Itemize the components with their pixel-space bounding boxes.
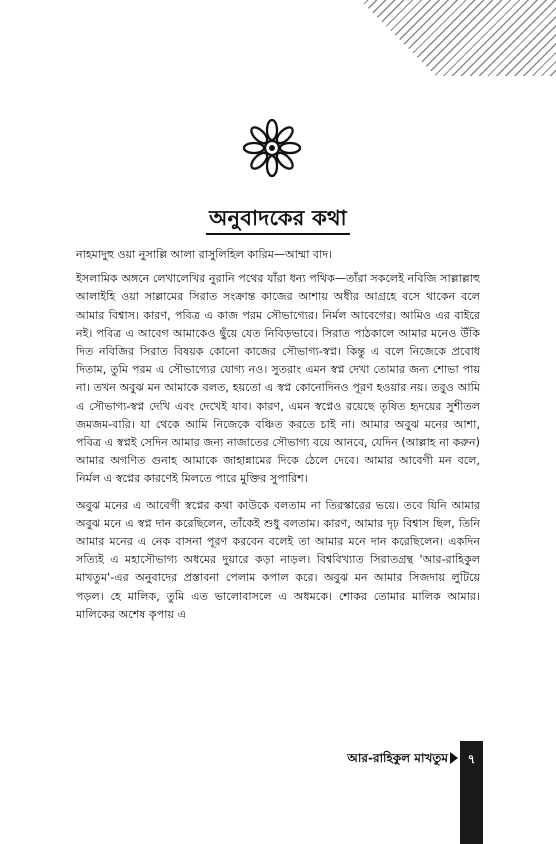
paragraph: অবুঝ মনের এ আবেগী স্বপ্নের কথা কাউকে বলতাম না তিরস্কারের ভয়ে। তবে যিনি আমার অবুঝ মনে এ স্বপ্ন দান করেছিলেন, তাঁকেই শুধু বলতাম। কারণ, আমার দৃঢ় বিশ্বাস ছিল, তিনি আমার মনের এ নেক বাসনা পূরণ করবেন বলেই তা আমার মনে দান করেছিলেন। একদিন সত্যিই এ মহাসৌভাগ্য অধমের দুয়ারে কড়া নাড়ল। বিশ্ববিখ্যাত সিরাতগ্রন্থ 'আর-রাহিকুল মাখতুম'-এর অনুবাদের প্রস্তাবনা পেলাম কপাল করে। অবুঝ মন আমার সিজদায় লুটিয়ে পড়ল। হে মালিক, তুমি এত ভালোবাসলে এ অধমকে। শোকর তোমার মালিক আমার। মালিকের অশেষ কৃপায় এ <box>76 498 480 621</box>
body-text <box>76 246 480 632</box>
page-title: অনুবাদকের কথা <box>209 206 347 230</box>
corner-hatch-pattern <box>360 0 556 76</box>
title-underline <box>206 233 350 235</box>
footer-book-title: আর-রাহিকুল মাখতুম <box>347 751 448 765</box>
flower-ornament-icon <box>240 116 304 180</box>
triangle-arrow-icon <box>450 752 458 764</box>
page-number: ৭ <box>467 752 476 766</box>
paragraph: ইসলামিক অঙ্গনে লেখালেখির নুরানি পথের যাঁরা ধন্য পথিক—তাঁরা সকলেই নবিজি সাল্লাল্লাহু আলাইহি ওয়া সাল্লামের সিরাত সংক্রান্ত কাজের আশায় অধীর আগ্রহে বসে থাকেন বলে আমার বিশ্বাস। কারণ, পবিত্র এ কাজ পরম সৌভাগ্যের। নির্মল আবেগের। আমিও এর বাইরে নই। পবিত্র এ আবেগ আমাকেও ছুঁয়ে যেত নিবিড়ভাবে। সিরাত পাঠকালে আমার মনেও উঁকি দিত নবিজির সিরাত বিষয়ক কোনো কাজের সৌভাগ্য-স্বপ্ন। কিন্তু এ বলে নিজেকে প্রবোধ দিতাম, তুমি পরম এ সৌভাগ্যের যোগ্য নও। সুতরাং এমন স্বপ্ন দেখা তোমার জন্য শোভা পায় না। তখন অবুঝ মন আমাকে বলত, হয়তো এ স্বপ্ন কোনোদিনও পূরণ হওয়ার নয়। তবুও আমি এ সৌভাগ্য-স্বপ্ন দেখি এবং দেখেই যাব। কারণ, এমন স্বপ্নেও রয়েছে তৃষিত হৃদয়ের সুশীতল জমজম-বারি। যা থেকে আমি নিজেকে বঞ্চিত করতে চাই না। আমার অবুঝ মনের আশা, পবিত্র এ স্বপ্নই সেদিন আমার জন্য নাজাতের সৌভাগ্য বয়ে আনবে, যেদিন (আল্লাহ না করুন) আমার অগণিত গুনাহ আমাকে জাহান্নামের দিকে ঠেলে দেবে। আমার আবেগী মন বলে, নির্মল এ স্বপ্নের কারণেই মিলতে পারে মুক্তির সুপারিশ। <box>76 272 480 486</box>
paragraph: নাহমাদুহু ওয়া নুসাল্লি আলা রাসুলিহিল কারিম—আম্মা বাদ। <box>76 248 333 261</box>
